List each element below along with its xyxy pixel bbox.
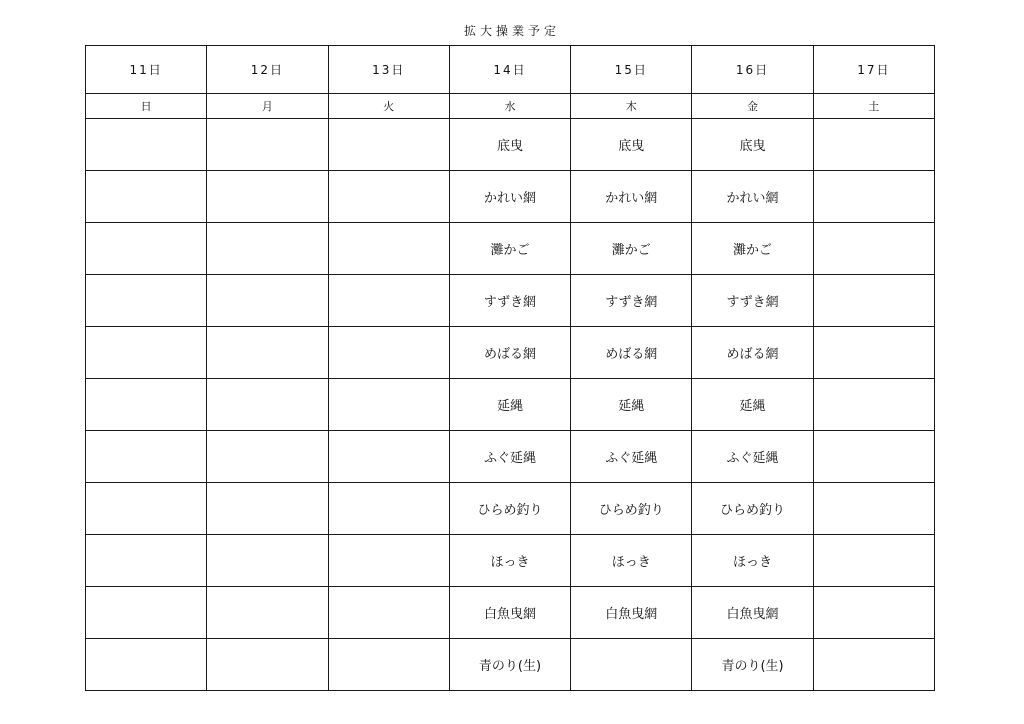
table-cell [86,587,207,639]
table-cell: ふぐ延縄 [571,431,692,483]
table-cell [328,119,449,171]
table-cell: ひらめ釣り [692,483,813,535]
table-cell: かれい網 [571,171,692,223]
table-cell [86,119,207,171]
table-cell: 灘かご [571,223,692,275]
date-cell: 12日 [207,46,328,94]
table-cell [328,275,449,327]
table-cell [813,327,934,379]
table-cell [328,587,449,639]
table-cell: すずき網 [571,275,692,327]
table-cell: 底曳 [449,119,570,171]
table-cell: めばる網 [449,327,570,379]
weekday-cell: 月 [207,94,328,119]
table-cell: かれい網 [692,171,813,223]
table-cell [207,223,328,275]
table-cell [207,379,328,431]
table-cell [207,587,328,639]
schedule-table [85,45,935,691]
date-cell: 14日 [449,46,570,94]
table-cell: 白魚曳網 [692,587,813,639]
date-cell: 13日 [328,46,449,94]
table-cell [813,119,934,171]
table-row [86,275,935,327]
table-cell [813,639,934,691]
table-cell [86,223,207,275]
table-cell [328,379,449,431]
table-cell [328,327,449,379]
table-cell [813,223,934,275]
table-cell: ほっき [571,535,692,587]
weekday-cell: 火 [328,94,449,119]
table-cell [328,223,449,275]
table-cell [813,587,934,639]
table-cell: ひらめ釣り [571,483,692,535]
table-cell [571,639,692,691]
table-row [86,587,935,639]
weekday-cell: 土 [813,94,934,119]
table-cell: 延縄 [692,379,813,431]
table-cell: 延縄 [571,379,692,431]
date-cell: 16日 [692,46,813,94]
table-cell: ひらめ釣り [449,483,570,535]
weekday-cell: 水 [449,94,570,119]
table-row [86,327,935,379]
table-cell [207,275,328,327]
date-cell: 17日 [813,46,934,94]
table-cell [86,535,207,587]
table-cell [813,431,934,483]
table-row [86,535,935,587]
table-cell: 底曳 [571,119,692,171]
table-row [86,483,935,535]
table-cell: 青のり(生) [449,639,570,691]
table-cell [86,639,207,691]
table-cell [813,535,934,587]
table-cell [813,171,934,223]
date-header-row [86,46,935,94]
table-cell: 白魚曳網 [571,587,692,639]
table-cell: めばる網 [571,327,692,379]
table-cell [813,379,934,431]
table-cell [207,639,328,691]
table-cell [207,535,328,587]
table-cell: 灘かご [449,223,570,275]
table-row [86,379,935,431]
weekday-cell: 金 [692,94,813,119]
table-cell: めばる網 [692,327,813,379]
table-cell: すずき網 [692,275,813,327]
table-cell: 白魚曳網 [449,587,570,639]
table-row [86,119,935,171]
table-cell: かれい網 [449,171,570,223]
table-cell: 底曳 [692,119,813,171]
weekday-header-row [86,94,935,119]
table-cell [86,327,207,379]
table-cell: すずき網 [449,275,570,327]
table-cell: ほっき [692,535,813,587]
document-title: 拡大操業予定 [463,24,560,38]
table-cell: 灘かご [692,223,813,275]
table-row [86,171,935,223]
table-cell [207,431,328,483]
table-cell [328,535,449,587]
table-cell [813,275,934,327]
table-cell [813,483,934,535]
table-cell [86,431,207,483]
table-cell [86,275,207,327]
table-cell: 延縄 [449,379,570,431]
table-cell [207,171,328,223]
table-cell: ふぐ延縄 [692,431,813,483]
table-cell [328,639,449,691]
weekday-cell: 日 [86,94,207,119]
table-cell [207,119,328,171]
table-cell [207,327,328,379]
table-cell [328,431,449,483]
table-cell [86,379,207,431]
table-row [86,223,935,275]
table-cell: ほっき [449,535,570,587]
table-cell [328,171,449,223]
activity-rows [86,119,935,691]
table-cell [86,171,207,223]
table-cell [207,483,328,535]
weekday-cell: 木 [571,94,692,119]
date-cell: 11日 [86,46,207,94]
table-cell: ふぐ延縄 [449,431,570,483]
table-row [86,431,935,483]
table-cell: 青のり(生) [692,639,813,691]
table-row [86,639,935,691]
date-cell: 15日 [571,46,692,94]
table-cell [328,483,449,535]
table-cell [86,483,207,535]
